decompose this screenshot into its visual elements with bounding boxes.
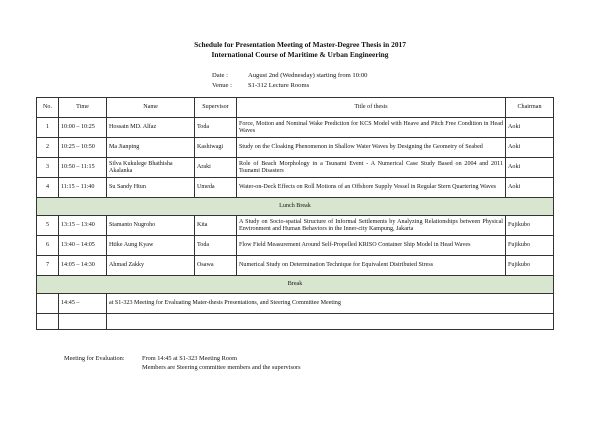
- break-row: [37, 276, 554, 294]
- meeting-row: [37, 294, 554, 314]
- cell-thesis-title: A Study on Socio-spatial Structure of Informal Settlements by Analyzing Relationships between Physical Environment and Human Behaviors in the Inner-city Kampung, Jakarta: [237, 216, 506, 236]
- header-name: Name: [107, 98, 195, 118]
- cell-thesis-title: Role of Beach Morphology in a Tsunami Event - A Numerical Case Study Based on 2004 and 2011 Tsunami Disasters: [237, 158, 506, 178]
- cell-name: Htike Aung Kyaw: [107, 236, 195, 256]
- cell-thesis-title: Flow Field Measurement Around Self-Propelled KRISO Container Ship Model in Head Waves: [237, 236, 506, 256]
- cell-name: Ma Jianping: [107, 138, 195, 158]
- table-row: [37, 138, 554, 158]
- cell-supervisor: Araki: [195, 158, 237, 178]
- empty-cell: [107, 314, 554, 330]
- cell-no: 1: [37, 118, 59, 138]
- cell-no: 3: [37, 158, 59, 178]
- cell-no: 5: [37, 216, 59, 236]
- cell-chairman: Fujikubo: [506, 216, 554, 236]
- date-value: August 2nd (Wednesday) starting from 10:00: [248, 72, 368, 79]
- schedule-table: [36, 97, 554, 330]
- cell-name: Hossain MD. Alfaz: [107, 118, 195, 138]
- header-no: No.: [37, 98, 59, 118]
- evaluation-label: Meeting for Evaluation:: [64, 355, 125, 362]
- meeting-info: [212, 71, 367, 91]
- cell-supervisor: Kashiwagi: [195, 138, 237, 158]
- document-subtitle: International Course of Maritime & Urban Engineering: [211, 49, 389, 59]
- cell-no: 2: [37, 138, 59, 158]
- cell-thesis-title: Numerical Study on Determination Technique for Equivalent Distributed Stress: [237, 256, 506, 276]
- cell-thesis-title: Force, Motion and Nominal Wake Prediction for KCS Model with Heave and Pitch Free Condition in Head Waves: [237, 118, 506, 138]
- date-label: Date :: [212, 72, 228, 79]
- cell-name: Stamanto Nugroho: [107, 216, 195, 236]
- cell-time: 13:15 – 13:40: [59, 216, 107, 236]
- cell-time: 13:40 – 14:05: [59, 236, 107, 256]
- cell-supervisor: Toda: [195, 118, 237, 138]
- header-chairman: Chairman: [506, 98, 554, 118]
- table-row: [37, 236, 554, 256]
- cell-name: Su Sandy Htun: [107, 178, 195, 198]
- evaluation-spacer: [64, 364, 142, 373]
- cell-thesis-title: Study on the Cloaking Phenomenon in Shallow Water Waves by Designing the Geometry of Seabed: [237, 138, 506, 158]
- table-row: [37, 178, 554, 198]
- table-row: [37, 158, 554, 178]
- meeting-no-cell: [37, 294, 59, 314]
- venue-label: Venue :: [212, 82, 232, 89]
- cell-supervisor: Kita: [195, 216, 237, 236]
- empty-cell: [59, 314, 107, 330]
- cell-no: 7: [37, 256, 59, 276]
- header-title-of-thesis: Title of thesis: [237, 98, 506, 118]
- cell-no: 6: [37, 236, 59, 256]
- table-row: [37, 216, 554, 236]
- cell-time: 10:00 – 10:25: [59, 118, 107, 138]
- cell-chairman: Fujikubo: [506, 256, 554, 276]
- evaluation-line-2: [64, 364, 301, 373]
- evaluation-location: From 14:45 at S1-323 Meeting Room: [142, 355, 237, 362]
- cell-chairman: Fujikubo: [506, 236, 554, 256]
- table-row: [37, 118, 554, 138]
- table-row: [37, 256, 554, 276]
- cell-time: 11:15 – 11:40: [59, 178, 107, 198]
- venue-value: S1-312 Lecture Rooms: [248, 82, 310, 89]
- meeting-description: at S1-323 Meeting for Evaluating Mater-thesis Presentations, and Steering Committee Meeting: [107, 294, 554, 314]
- meeting-time: 14:45 –: [59, 294, 107, 314]
- evaluation-note: [64, 355, 301, 372]
- cell-time: 10:50 – 11:15: [59, 158, 107, 178]
- document-title: Schedule for Presentation Meeting of Master-Degree Thesis in 2017: [194, 40, 406, 49]
- venue-row: [212, 81, 367, 91]
- break-label: Break: [37, 276, 554, 294]
- cell-name: Silva Kukulege Bhathisha Akalanka: [107, 158, 195, 178]
- title-block: [0, 40, 600, 59]
- cell-supervisor: Osawa: [195, 256, 237, 276]
- cell-supervisor: Toda: [195, 236, 237, 256]
- header-time: Time: [59, 98, 107, 118]
- cell-name: Ahmad Zakky: [107, 256, 195, 276]
- cell-chairman: Aoki: [506, 118, 554, 138]
- lunch-break-label: Lunch Break: [37, 198, 554, 216]
- empty-row: [37, 314, 554, 330]
- cell-chairman: Aoki: [506, 158, 554, 178]
- cell-supervisor: Umeda: [195, 178, 237, 198]
- cell-time: 14:05 – 14:30: [59, 256, 107, 276]
- header-supervisor: Supervisor: [195, 98, 237, 118]
- table-header-row: [37, 98, 554, 118]
- lunch-break-row: [37, 198, 554, 216]
- empty-cell: [37, 314, 59, 330]
- date-row: [212, 71, 367, 81]
- evaluation-line-1: [64, 355, 301, 364]
- evaluation-members: Members are Steering committee members and the supervisors: [142, 363, 301, 371]
- cell-no: 4: [37, 178, 59, 198]
- cell-thesis-title: Water-on-Deck Effects on Roll Motions of an Offshore Supply Vessel in Regular Stern Quartering Waves: [237, 178, 506, 198]
- cell-time: 10:25 – 10:50: [59, 138, 107, 158]
- cell-chairman: Aoki: [506, 178, 554, 198]
- cell-chairman: Aoki: [506, 138, 554, 158]
